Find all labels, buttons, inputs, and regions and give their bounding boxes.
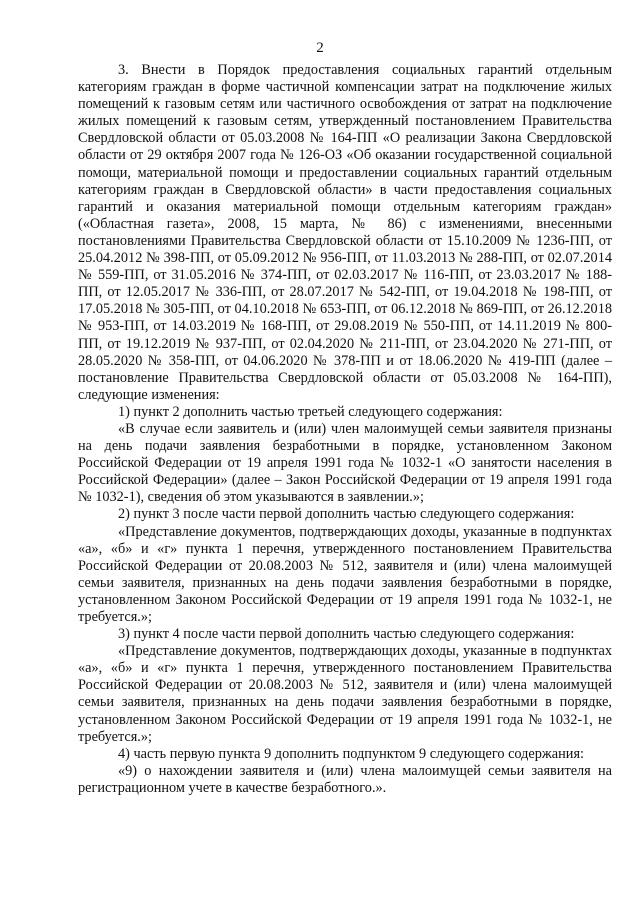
subitem-2-text: «Представление документов, подтверждающих доходы, указанные в подпунктах «а», «б» и «г» пункта 1 перечня, утвержденного постановлением Правительства Российской Федерации от 20.08.2003 № 512, заявителя и (или) члена малоимущей семьи заявителя, признанных на день подачи заявления безработными в порядке, установленном Законом Российской Федерации от 19 апреля 1991 года № 1032-1, не требуется.»; [78, 523, 612, 625]
subitem-1-text: «В случае если заявитель и (или) член малоимущей семьи заявителя признаны на день подачи заявления безработными в порядке, установленном Законом Российской Федерации от 19 апреля 1991 года № 1032-1 «О занятости населения в Российской Федерации» (далее – Закон Российской Федерации от 19 апреля 1991 года № 1032-1), сведения об этом указываются в заявлении.»; [78, 420, 612, 506]
document-body [78, 62, 612, 797]
subitem-1-intro: 1) пункт 2 дополнить частью третьей следующего содержания: [118, 403, 503, 420]
subitem-2-intro: 2) пункт 3 после части первой дополнить частью следующего содержания: [118, 506, 575, 523]
paragraph-item-3: 3. Внести в Порядок предоставления социальных гарантий отдельным категориям граждан в форме частичной компенсации затрат на подключение жилых помещений к газовым сетям или частичного освобождения от затрат на подключение жилых помещений к газовым сетям, утвержденный постановлением Правительства Свердловской области от 05.03.2008 № 164-ПП «О реализации Закона Свердловской области от 29 октября 2007 года № 126-ОЗ «Об оказании государственной социальной помощи, материальной помощи и предоставлении социальных гарантий отдельным категориям граждан в Свердловской области» в части предоставления социальных гарантий и оказания материальной помощи отдельным категориям граждан» («Областная газета», 2008, 15 марта, № 86) с изменениями, внесенными постановлениями Правительства Свердловской области от 15.10.2009 № 1236-ПП, от 25.04.2012 № 398-ПП, от 05.09.2012 № 956-ПП, от 11.03.2013 № 288-ПП, от 02.07.2014 № 559-ПП, от 31.05.2016 № 374-ПП, от 02.03.2017 № 116-ПП, от 23.03.2017 № 188-ПП, от 12.05.2017 № 336-ПП, от 28.07.2017 № 542-ПП, от 19.04.2018 № 198-ПП, от 17.05.2018 № 305-ПП, от 04.10.2018 № 653-ПП, от 06.12.2018 № 869-ПП, от 26.12.2018 № 953-ПП, от 14.03.2019 № 168-ПП, от 29.08.2019 № 550-ПП, от 14.11.2019 № 800-ПП, от 19.12.2019 № 937-ПП, от 02.04.2020 № 211-ПП, от 23.04.2020 № 271-ПП, от 28.05.2020 № 358-ПП, от 04.06.2020 № 378-ПП и от 18.06.2020 № 419-ПП (далее – постановление Правительства Свердловской области от 05.03.2008 № 164-ПП), следующие изменения: [78, 62, 612, 403]
subitem-3-text: «Представление документов, подтверждающих доходы, указанные в подпунктах «а», «б» и «г» пункта 1 перечня, утвержденного постановлением Правительства Российской Федерации от 20.08.2003 № 512, заявителя и (или) члена малоимущей семьи заявителя, признанных на день подачи заявления безработными в порядке, установленном Законом Российской Федерации от 19 апреля 1991 года № 1032-1, не требуется.»; [78, 643, 612, 745]
subitem-4-intro: 4) часть первую пункта 9 дополнить подпунктом 9 следующего содержания: [118, 745, 585, 762]
subitem-4-text: «9) о нахождении заявителя и (или) члена малоимущей семьи заявителя на регистрационном учете в качестве безработного.». [78, 762, 612, 796]
page-number: 2 [316, 40, 324, 56]
subitem-3-intro: 3) пункт 4 после части первой дополнить частью следующего содержания: [118, 626, 575, 643]
